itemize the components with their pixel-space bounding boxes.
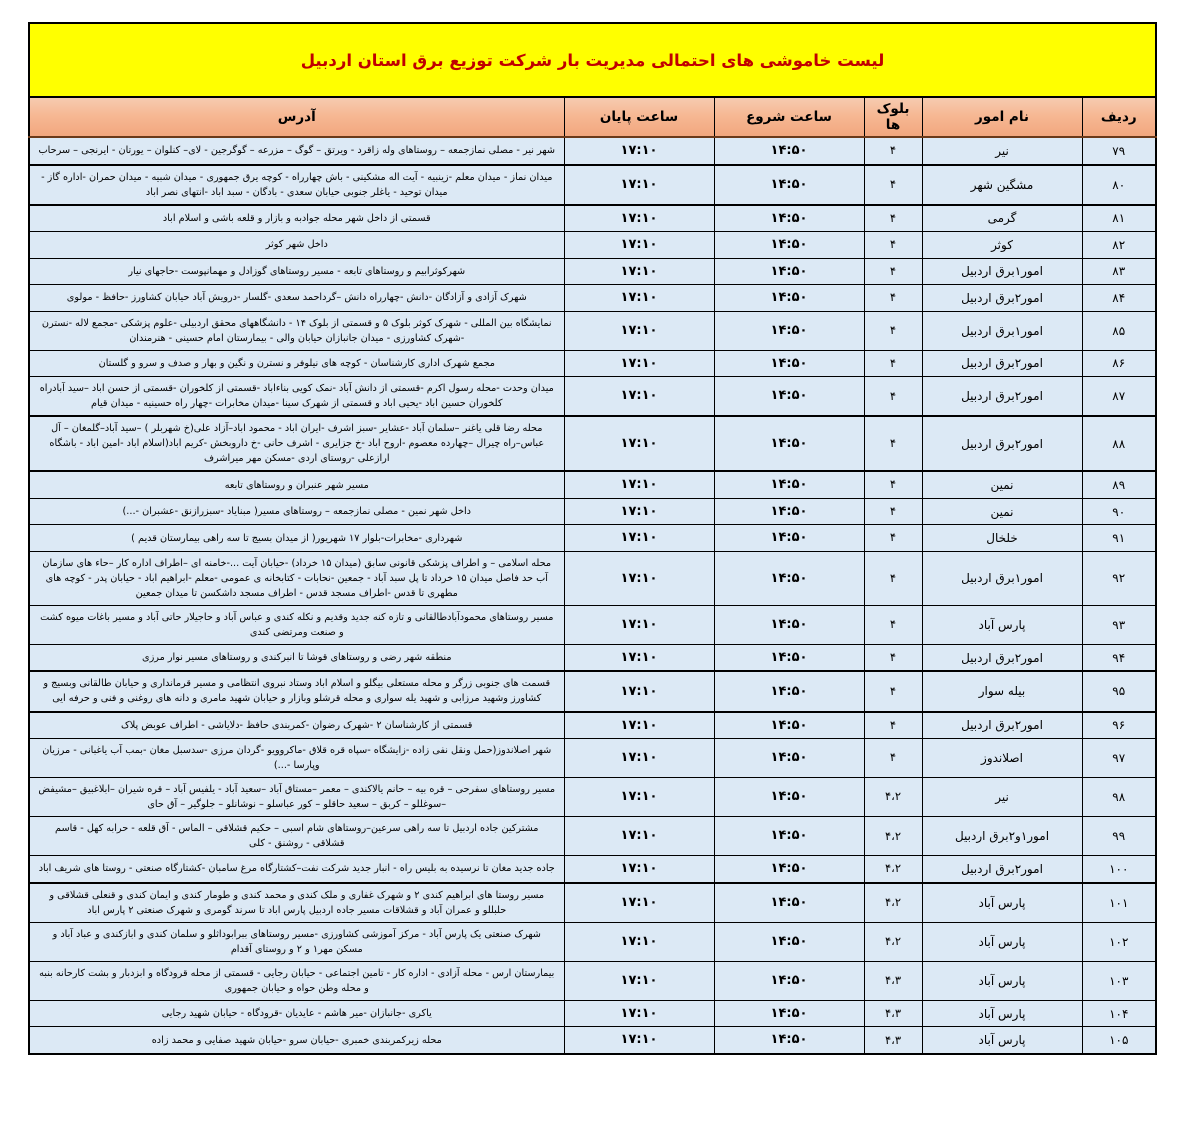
cell-radif: ۷۹	[1082, 137, 1156, 165]
cell-blocks: ۴	[864, 285, 922, 312]
cell-address: شهرک آزادی و آزادگان -دانش -چهارراه دانش –گرداحمد سعدی -گلسار -درویش آباد حیابان کشاورز -حافظ - مولوی	[29, 285, 564, 312]
cell-omur: پارس آباد	[922, 1027, 1082, 1054]
cell-address: قسمتی از کارشناسان ۲ -شهرک رضوان -کمربندی حافظ -دلایاشی - اطراف عوبض پلاک	[29, 712, 564, 739]
cell-omur: پارس آباد	[922, 883, 1082, 923]
cell-end-time: ۱۷:۱۰	[564, 258, 714, 285]
table-row	[29, 739, 1156, 778]
cell-end-time: ۱۷:۱۰	[564, 471, 714, 498]
cell-omur: امور۱برق اردبیل	[922, 258, 1082, 285]
table-row	[29, 605, 1156, 644]
cell-address: مجمع شهرک اداری کارشناسان - کوچه های نیلوفر و نسترن و نگین و بهار و صدف و سرو و گلستان	[29, 350, 564, 377]
table-row	[29, 883, 1156, 923]
cell-address: مسیر روستا های ابراهیم کندی ۲ و شهرک غفاری و ملک کندی و محمد کندی و طومار کندی و ایمان کندی و قنعلی قشلاقی و حلبللو و عمران آباد و قشلاقات مسیر جاده اردبیل پارس اباد تا سرند گومری و شهرک صنعتی ۲ پارس اباد	[29, 883, 564, 923]
table-row	[29, 856, 1156, 883]
cell-end-time: ۱۷:۱۰	[564, 817, 714, 856]
cell-blocks: ۴،۲	[864, 922, 922, 961]
cell-radif: ۱۰۰	[1082, 856, 1156, 883]
cell-radif: ۸۱	[1082, 205, 1156, 232]
cell-start-time: ۱۴:۵۰	[714, 377, 864, 417]
cell-end-time: ۱۷:۱۰	[564, 1027, 714, 1054]
cell-end-time: ۱۷:۱۰	[564, 137, 714, 165]
cell-omur: امور۲برق اردبیل	[922, 350, 1082, 377]
cell-address: محله رضا قلی یاغنر –سلمان آباد -عشایر -سبز اشرف -ایران اباد - محمود اباد–آزاد علی(خ شهربلر ) –سید آباد–گلمغان – آل عباس–راه چیرال –چهارده معصوم -اروح اباد -خ جزایری - اشرف حانی -خ داروبخش -کریم اباد(اسلام اباد -امین اباد - باشگاه ارازعلی -روستای اردی -مسکن مهر میراشرف	[29, 416, 564, 471]
cell-blocks: ۴	[864, 644, 922, 671]
cell-omur: پارس آباد	[922, 961, 1082, 1000]
cell-blocks: ۴	[864, 712, 922, 739]
title-banner	[28, 22, 1157, 96]
cell-omur: گرمی	[922, 205, 1082, 232]
column-header-address: آدرس	[29, 97, 564, 137]
cell-blocks: ۴	[864, 471, 922, 498]
cell-blocks: ۴،۲	[864, 883, 922, 923]
cell-blocks: ۴،۳	[864, 1000, 922, 1027]
cell-address: شهرک صنعتی یک پارس آباد - مرکز آموزشی کشاورزی -مسیر روستاهای ببرابوداثلو و سلمان کندی و ابازکندی و عباد آباد و مسکن مهر۱ و ۲ و روستای آقدام	[29, 922, 564, 961]
cell-blocks: ۴،۳	[864, 961, 922, 1000]
cell-start-time: ۱۴:۵۰	[714, 671, 864, 711]
cell-omur: نمین	[922, 471, 1082, 498]
cell-address: شهرداری -مخابرات-بلوار ۱۷ شهریور( از میدان بسیج تا سه راهی بیمارستان قدیم )	[29, 525, 564, 552]
cell-end-time: ۱۷:۱۰	[564, 285, 714, 312]
cell-omur: پارس آباد	[922, 605, 1082, 644]
table-row	[29, 671, 1156, 711]
cell-address: منطقه شهر رضی و روستاهای قوشا تا انبرکندی و روستاهای مسیر نوار مرزی	[29, 644, 564, 671]
cell-blocks: ۴	[864, 137, 922, 165]
cell-omur: نیر	[922, 137, 1082, 165]
cell-radif: ۸۶	[1082, 350, 1156, 377]
cell-blocks: ۴،۲	[864, 817, 922, 856]
cell-omur: نمین	[922, 498, 1082, 525]
cell-radif: ۸۳	[1082, 258, 1156, 285]
table-row	[29, 137, 1156, 165]
table-row	[29, 350, 1156, 377]
cell-address: قسمتی از داخل شهر محله جوادبه و بازار و قلعه باشی و اسلام اباد	[29, 205, 564, 232]
cell-start-time: ۱۴:۵۰	[714, 471, 864, 498]
outage-table	[28, 96, 1157, 1055]
cell-end-time: ۱۷:۱۰	[564, 525, 714, 552]
cell-address: میدان وحدت -محله رسول اکرم -قسمتی از دانش آباد -نمک کویی بناءاباد -قسمتی از کلخوران -قسمتی از حسن اباد –سید آبادراه کلخوران حسین اباد -یحیی اباد و قسمتی از شهرک سینا -میدان مخابرات -چهار راه حسینیه - میدان قیام	[29, 377, 564, 417]
cell-radif: ۹۵	[1082, 671, 1156, 711]
table-row	[29, 1000, 1156, 1027]
cell-end-time: ۱۷:۱۰	[564, 232, 714, 259]
cell-radif: ۸۴	[1082, 285, 1156, 312]
column-header-end: ساعت پایان	[564, 97, 714, 137]
cell-address: محله زیرکمربندی خمبری -حیابان سرو -حیابان شهید صفایی و محمد زاده	[29, 1027, 564, 1054]
cell-start-time: ۱۴:۵۰	[714, 644, 864, 671]
cell-address: مسیر روستاهای سفرحی – قره بیه – حانم یالاکندی – معمر –مستاق آباد –سعید آباد - یلفیس آباد – قره شیران –ابلاغبیق –مشیفض –سوغللو – کربق – سعید حاقلو – کور عباسلو – نوشانلو – جلوگیر – آق حای	[29, 778, 564, 817]
cell-blocks: ۴	[864, 258, 922, 285]
table-row	[29, 525, 1156, 552]
cell-start-time: ۱۴:۵۰	[714, 817, 864, 856]
cell-radif: ۹۸	[1082, 778, 1156, 817]
cell-start-time: ۱۴:۵۰	[714, 1000, 864, 1027]
cell-end-time: ۱۷:۱۰	[564, 1000, 714, 1027]
cell-omur: امور۲برق اردبیل	[922, 856, 1082, 883]
cell-radif: ۹۰	[1082, 498, 1156, 525]
cell-blocks: ۴،۲	[864, 778, 922, 817]
column-header-start: ساعت شروع	[714, 97, 864, 137]
table-header	[29, 97, 1156, 137]
cell-radif: ۹۷	[1082, 739, 1156, 778]
cell-end-time: ۱۷:۱۰	[564, 165, 714, 205]
cell-start-time: ۱۴:۵۰	[714, 961, 864, 1000]
cell-omur: امور۲برق اردبیل	[922, 416, 1082, 471]
table-row	[29, 922, 1156, 961]
cell-blocks: ۴	[864, 525, 922, 552]
cell-address: قسمت های جنوبی زرگر و محله مستعلی بیگلو و اسلام اباد وستاد نبروی انتظامی و مسیر قرمانداری و حیابان طالقانی وبسیج و کشاورز وشهید مرزابی و شهید یله سواری و محله قرشلو وبازار و حیابان شهید مامری و دانه های روغنی و فنی و حرفه ایی	[29, 671, 564, 711]
cell-omur: امور۲برق اردبیل	[922, 644, 1082, 671]
cell-omur: مشگین شهر	[922, 165, 1082, 205]
cell-omur: اصلاندوز	[922, 739, 1082, 778]
cell-address: مشترکین جاده اردبیل تا سه راهی سرعین–روستاهای شام اسبی – حکیم قشلاقی – الماس - آق قلعه - حرابه کهل - قاسم قشلاقی - روشنق - کلی	[29, 817, 564, 856]
cell-radif: ۱۰۴	[1082, 1000, 1156, 1027]
cell-start-time: ۱۴:۵۰	[714, 311, 864, 350]
cell-end-time: ۱۷:۱۰	[564, 922, 714, 961]
cell-address: داخل شهر کوثر	[29, 232, 564, 259]
cell-address: جاده جدید مغان تا نرسیده به بلیس راه - انبار جدید شرکت نفت–کشتارگاه مرغ سامبان -کشتارگاه صنعتی - روستا های شریف اباد	[29, 856, 564, 883]
table-row	[29, 258, 1156, 285]
cell-start-time: ۱۴:۵۰	[714, 922, 864, 961]
cell-end-time: ۱۷:۱۰	[564, 883, 714, 923]
cell-blocks: ۴	[864, 671, 922, 711]
cell-blocks: ۴	[864, 605, 922, 644]
cell-blocks: ۴	[864, 551, 922, 605]
cell-radif: ۸۸	[1082, 416, 1156, 471]
cell-blocks: ۴	[864, 739, 922, 778]
cell-blocks: ۴	[864, 205, 922, 232]
cell-blocks: ۴	[864, 498, 922, 525]
cell-end-time: ۱۷:۱۰	[564, 498, 714, 525]
page-title: لیست خاموشی های احتمالی مدیریت بار شرکت توزیع برق استان اردبیل	[300, 50, 885, 70]
cell-start-time: ۱۴:۵۰	[714, 137, 864, 165]
cell-start-time: ۱۴:۵۰	[714, 232, 864, 259]
cell-omur: پارس آباد	[922, 922, 1082, 961]
table-body	[29, 137, 1156, 1054]
table-row	[29, 311, 1156, 350]
cell-radif: ۸۵	[1082, 311, 1156, 350]
cell-start-time: ۱۴:۵۰	[714, 1027, 864, 1054]
cell-radif: ۱۰۲	[1082, 922, 1156, 961]
cell-end-time: ۱۷:۱۰	[564, 551, 714, 605]
cell-address: شهرکوثرابیم و روستاهای تابعه - مسیر روستاهای گوزادل و مهمانپوست -حاجهای نیار	[29, 258, 564, 285]
cell-start-time: ۱۴:۵۰	[714, 498, 864, 525]
cell-omur: امور۲برق اردبیل	[922, 285, 1082, 312]
cell-radif: ۱۰۵	[1082, 1027, 1156, 1054]
cell-start-time: ۱۴:۵۰	[714, 739, 864, 778]
cell-end-time: ۱۷:۱۰	[564, 605, 714, 644]
cell-address: داخل شهر نمین - مصلی نمازجمعه – روستاهای مسیر( مبنایاد -سبزرازنق -عشبران -...)	[29, 498, 564, 525]
cell-blocks: ۴	[864, 232, 922, 259]
table-row	[29, 778, 1156, 817]
cell-address: مسیر روستاهای محمودآبادطالقانی و تازه کنه جدید وقدیم و نکله کندی و عباس آباد و حاجیلار حاتی آباد و مسیر باغات میوه کشت و صنعت ومرتضی کندی	[29, 605, 564, 644]
cell-radif: ۹۶	[1082, 712, 1156, 739]
cell-radif: ۹۳	[1082, 605, 1156, 644]
cell-start-time: ۱۴:۵۰	[714, 416, 864, 471]
cell-omur: نیر	[922, 778, 1082, 817]
table-row	[29, 165, 1156, 205]
cell-end-time: ۱۷:۱۰	[564, 856, 714, 883]
cell-start-time: ۱۴:۵۰	[714, 285, 864, 312]
cell-end-time: ۱۷:۱۰	[564, 205, 714, 232]
cell-radif: ۹۴	[1082, 644, 1156, 671]
cell-address: محله اسلامی – و اطراف پزشکی قانونی سابق (میدان ۱۵ خرداد) -حیابان آیت ...-خامنه ای –اطراف اداره کار –حاء های سازمان آب حد فاصل میدان ۱۵ خرداد تا پل سبد آباد - جمعین -نحابات - کتابخانه ی عمومی -معلم -ابراهیم اباد - حیابان پدر - کوچه های مطهری تا قدس -اطراف مسجد قدس - اطراف مسجد داشکسن تا میدان جمعین	[29, 551, 564, 605]
table-row	[29, 285, 1156, 312]
cell-omur: امور۱و۲برق اردبیل	[922, 817, 1082, 856]
cell-end-time: ۱۷:۱۰	[564, 739, 714, 778]
table-row	[29, 205, 1156, 232]
cell-end-time: ۱۷:۱۰	[564, 311, 714, 350]
cell-start-time: ۱۴:۵۰	[714, 165, 864, 205]
cell-omur: پارس آباد	[922, 1000, 1082, 1027]
table-row	[29, 644, 1156, 671]
table-header-row	[29, 97, 1156, 137]
cell-blocks: ۴،۲	[864, 856, 922, 883]
cell-start-time: ۱۴:۵۰	[714, 883, 864, 923]
cell-radif: ۹۱	[1082, 525, 1156, 552]
cell-radif: ۹۲	[1082, 551, 1156, 605]
cell-blocks: ۴	[864, 416, 922, 471]
cell-omur: امور۲برق اردبیل	[922, 377, 1082, 417]
cell-start-time: ۱۴:۵۰	[714, 525, 864, 552]
cell-omur: امور۲برق اردبیل	[922, 712, 1082, 739]
cell-end-time: ۱۷:۱۰	[564, 350, 714, 377]
cell-blocks: ۴،۳	[864, 1027, 922, 1054]
cell-radif: ۸۹	[1082, 471, 1156, 498]
cell-start-time: ۱۴:۵۰	[714, 350, 864, 377]
cell-radif: ۹۹	[1082, 817, 1156, 856]
column-header-radif: ردیف	[1082, 97, 1156, 137]
cell-end-time: ۱۷:۱۰	[564, 671, 714, 711]
cell-radif: ۸۰	[1082, 165, 1156, 205]
table-row	[29, 232, 1156, 259]
cell-address: مسیر شهر عنبران و روستاهای تابعه	[29, 471, 564, 498]
cell-omur: بیله سوار	[922, 671, 1082, 711]
cell-blocks: ۴	[864, 350, 922, 377]
cell-start-time: ۱۴:۵۰	[714, 778, 864, 817]
cell-start-time: ۱۴:۵۰	[714, 258, 864, 285]
cell-blocks: ۴	[864, 165, 922, 205]
cell-blocks: ۴	[864, 311, 922, 350]
cell-radif: ۱۰۳	[1082, 961, 1156, 1000]
table-row	[29, 1027, 1156, 1054]
table-row	[29, 551, 1156, 605]
cell-end-time: ۱۷:۱۰	[564, 644, 714, 671]
cell-radif: ۸۷	[1082, 377, 1156, 417]
cell-omur: خلخال	[922, 525, 1082, 552]
cell-start-time: ۱۴:۵۰	[714, 605, 864, 644]
cell-blocks: ۴	[864, 377, 922, 417]
cell-address: میدان نماز - میدان معلم -زینبیه - آیت اله مشکینی - باش چهارراه - کوچه یرق جمهوری - میدان شبیه - میدان حمران -اداره گاز - میدان توحید - یاغلر جنوبی حیابان سعدی - بادگان - سبد اباد -انتهای نصر اباد	[29, 165, 564, 205]
column-header-omur: نام امور	[922, 97, 1082, 137]
cell-address: نمایشگاه بین المللی - شهرک کوثر بلوک ۵ و قسمتی از بلوک ۱۴ - دانشگاههای محقق اردبیلی -علوم پزشکی -مجمع لاله -نسترن -شهرک کشاورزی - میدان جانبازان حیابان والی - بیمارستان امام حسینی - هنرمندان	[29, 311, 564, 350]
cell-start-time: ۱۴:۵۰	[714, 856, 864, 883]
cell-address: شهر اصلاندوز(حمل ونقل نفی زاده -زایشگاه -سپاه قره قلاق -ماکروویو -گردان مرزی -سدسبل مغان -بمب آب یاغبانی - مرزیان وپارسا -...)	[29, 739, 564, 778]
cell-omur: امور۱برق اردبیل	[922, 311, 1082, 350]
cell-address: شهر نیر - مصلی نمازجمعه – روستاهای وله زاقرد - ویرتق – گوگ – مزرعه – گوگرجین - لای– کنلوان – یورتان - ایرنجی – سرحاب	[29, 137, 564, 165]
table-row	[29, 377, 1156, 417]
cell-address: یاکری -جانبازان -میر هاشم - عایدیان -قرودگاه - حیابان شهید رجایی	[29, 1000, 564, 1027]
cell-end-time: ۱۷:۱۰	[564, 961, 714, 1000]
table-row	[29, 471, 1156, 498]
column-header-blocks: بلوک ها	[864, 97, 922, 137]
cell-end-time: ۱۷:۱۰	[564, 377, 714, 417]
table-row	[29, 416, 1156, 471]
table-row	[29, 817, 1156, 856]
table-row	[29, 498, 1156, 525]
cell-start-time: ۱۴:۵۰	[714, 205, 864, 232]
table-row	[29, 961, 1156, 1000]
cell-omur: امور۱برق اردبیل	[922, 551, 1082, 605]
table-row	[29, 712, 1156, 739]
cell-radif: ۸۲	[1082, 232, 1156, 259]
cell-radif: ۱۰۱	[1082, 883, 1156, 923]
cell-end-time: ۱۷:۱۰	[564, 712, 714, 739]
cell-end-time: ۱۷:۱۰	[564, 778, 714, 817]
cell-start-time: ۱۴:۵۰	[714, 712, 864, 739]
cell-address: بیمارستان ارس - محله آزادی - اداره کار - تامین اجتماعی - حیابان رجایی - قسمتی از محله قرودگاه و ابزدبار و بشت کارحانه بنبه و محله وطن حواه و حیابان جمهوری	[29, 961, 564, 1000]
cell-omur: کوثر	[922, 232, 1082, 259]
cell-start-time: ۱۴:۵۰	[714, 551, 864, 605]
cell-end-time: ۱۷:۱۰	[564, 416, 714, 471]
